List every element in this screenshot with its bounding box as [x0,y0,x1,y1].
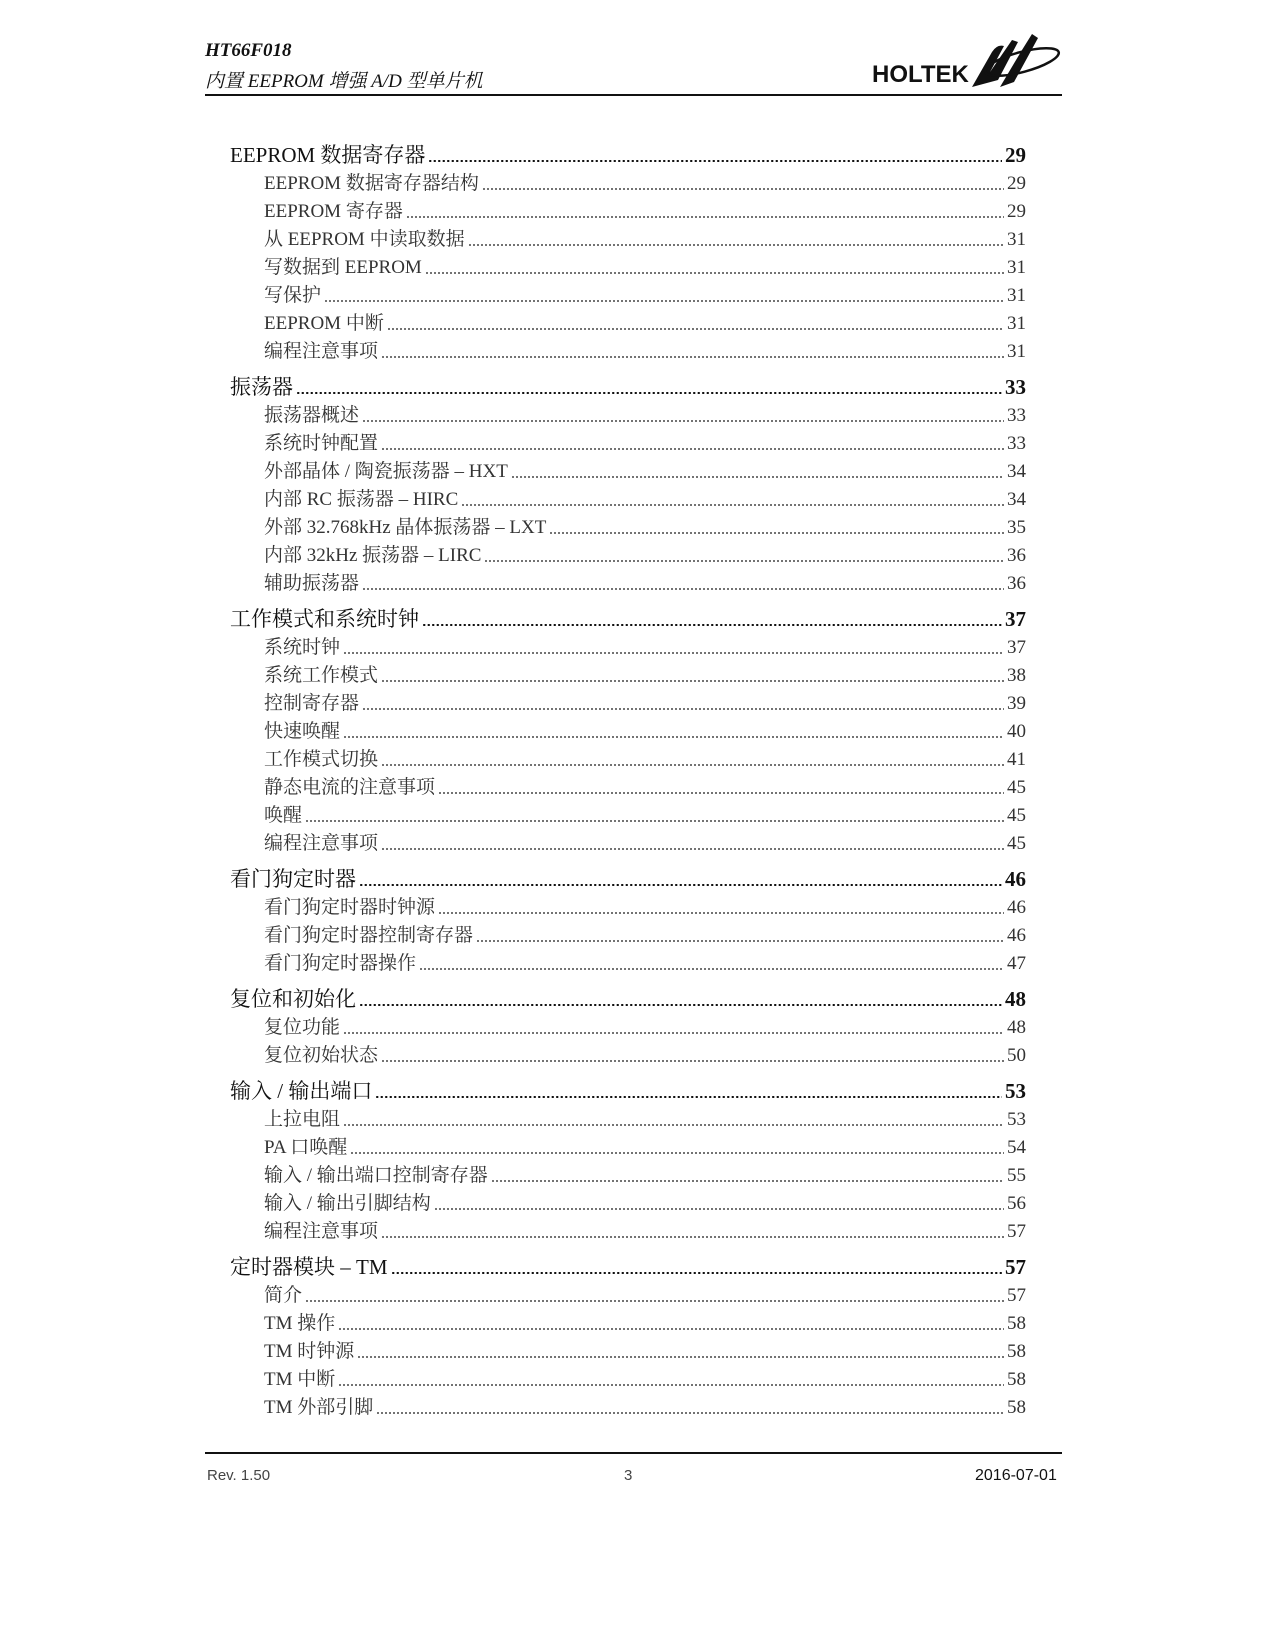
entry-title: 复位和初始化 [230,987,356,1011]
entry-title: 内部 RC 振荡器 – HIRC [264,489,459,510]
toc-entry[interactable] [230,950,1026,978]
toc-entry[interactable] [230,802,1026,830]
dot-leader [549,532,1004,534]
toc-entry[interactable] [230,282,1026,310]
entry-page: 47 [1007,953,1026,974]
entry-page: 45 [1007,833,1026,854]
toc-section[interactable] [230,984,1026,1014]
entry-page: 31 [1007,229,1026,250]
entry-title: 唤醒 [264,805,303,826]
entry-title: 振荡器 [230,375,293,399]
toc-entry[interactable] [230,1218,1026,1246]
entry-title: TM 外部引脚 [264,1397,374,1418]
entry-page: 33 [1007,405,1026,426]
entry-page: 58 [1007,1341,1026,1362]
toc-entry[interactable] [230,570,1026,598]
entry-page: 36 [1007,545,1026,566]
dot-leader [491,1180,1004,1182]
entry-page: 46 [1007,925,1026,946]
entry-page: 54 [1007,1137,1026,1158]
entry-title: PA 口唤醒 [264,1137,348,1158]
entry-page: 45 [1007,777,1026,798]
dot-leader [419,968,1004,970]
dot-leader [376,1412,1004,1414]
entry-page: 29 [1005,143,1026,167]
header-rule [205,94,1062,96]
document-subtitle: 内置 EEPROM 增强 A/D 型单片机 [205,71,483,92]
toc-entry[interactable] [230,922,1026,950]
entry-title: TM 中断 [264,1369,336,1390]
entry-page: 31 [1007,285,1026,306]
entry-page: 33 [1005,375,1026,399]
dot-leader [461,504,1004,506]
toc-entry[interactable] [230,1366,1026,1394]
entry-page: 35 [1007,517,1026,538]
toc-entry[interactable] [230,894,1026,922]
dot-leader [434,1208,1004,1210]
entry-title: EEPROM 数据寄存器结构 [264,173,479,194]
toc-entry[interactable] [230,634,1026,662]
dot-leader [362,708,1004,710]
holtek-logo [872,32,1062,92]
dot-leader [359,1004,1002,1006]
dot-leader [438,792,1004,794]
document-title: HT66F018 [205,40,292,61]
entry-title: 工作模式切换 [264,749,379,770]
entry-page: 48 [1005,987,1026,1011]
toc-entry[interactable] [230,1282,1026,1310]
entry-title: 振荡器概述 [264,405,360,426]
dot-leader [362,420,1004,422]
toc-section[interactable] [230,1076,1026,1106]
entry-title: 复位初始状态 [264,1045,379,1066]
dot-leader [338,1384,1004,1386]
entry-page: 55 [1007,1165,1026,1186]
dot-leader [324,300,1004,302]
toc-entry[interactable] [230,486,1026,514]
entry-title: EEPROM 寄存器 [264,201,403,222]
toc-entry[interactable] [230,542,1026,570]
entry-title: 静态电流的注意事项 [264,777,436,798]
entry-title: 写保护 [264,285,322,306]
entry-title: 输入 / 输出端口 [230,1079,373,1103]
dot-leader [343,652,1004,654]
toc-entry[interactable] [230,514,1026,542]
entry-page: 53 [1007,1109,1026,1130]
entry-page: 56 [1007,1193,1026,1214]
entry-title: TM 时钟源 [264,1341,355,1362]
toc-entry[interactable] [230,746,1026,774]
entry-page: 46 [1007,897,1026,918]
entry-title: 简介 [264,1285,303,1306]
entry-page: 36 [1007,573,1026,594]
toc-entry[interactable] [230,1106,1026,1134]
entry-title: 编程注意事项 [264,833,379,854]
toc-entry[interactable] [230,458,1026,486]
entry-title: 输入 / 输出引脚结构 [264,1193,431,1214]
entry-title: 上拉电阻 [264,1109,341,1130]
dot-leader [425,272,1004,274]
entry-page: 57 [1005,1255,1026,1279]
entry-page: 38 [1007,665,1026,686]
toc-entry[interactable] [230,310,1026,338]
entry-title: 看门狗定时器时钟源 [264,897,436,918]
entry-page: 48 [1007,1017,1026,1038]
dot-leader [422,624,1002,626]
dot-leader [305,820,1004,822]
toc-section[interactable] [230,864,1026,894]
toc-entry[interactable] [230,1162,1026,1190]
dot-leader [476,940,1004,942]
toc-entry[interactable] [230,1310,1026,1338]
dot-leader [511,476,1004,478]
entry-title: 看门狗定时器 [230,867,356,891]
toc-section[interactable] [230,604,1026,634]
toc-entry[interactable] [230,402,1026,430]
toc-entry[interactable] [230,226,1026,254]
entry-page: 29 [1007,173,1026,194]
dot-leader [391,1272,1003,1274]
entry-title: 工作模式和系统时钟 [230,607,419,631]
dot-leader [359,884,1002,886]
entry-page: 29 [1007,201,1026,222]
toc-entry[interactable] [230,830,1026,858]
entry-page: 34 [1007,461,1026,482]
dot-leader [350,1152,1004,1154]
entry-title: 从 EEPROM 中读取数据 [264,229,465,250]
entry-page: 57 [1007,1221,1026,1242]
entry-page: 34 [1007,489,1026,510]
entry-page: 41 [1007,749,1026,770]
page-number: 3 [624,1467,633,1484]
entry-title: 编程注意事项 [264,1221,379,1242]
toc-entry[interactable] [230,254,1026,282]
entry-title: 写数据到 EEPROM [264,257,422,278]
dot-leader [343,736,1004,738]
entry-page: 37 [1007,637,1026,658]
toc-entry[interactable] [230,1014,1026,1042]
dot-leader [406,216,1004,218]
dot-leader [381,448,1004,450]
toc-section[interactable] [230,372,1026,402]
entry-title: EEPROM 数据寄存器 [230,143,426,167]
dot-leader [362,588,1004,590]
dot-leader [381,1236,1004,1238]
toc-entry[interactable] [230,718,1026,746]
entry-page: 39 [1007,693,1026,714]
entry-title: 外部晶体 / 陶瓷振荡器 – HXT [264,461,508,482]
dot-leader [468,244,1004,246]
toc-entry[interactable] [230,1134,1026,1162]
entry-page: 46 [1005,867,1026,891]
entry-title: 输入 / 输出端口控制寄存器 [264,1165,488,1186]
dot-leader [484,560,1004,562]
dot-leader [381,764,1004,766]
toc-entry[interactable] [230,774,1026,802]
entry-title: 内部 32kHz 振荡器 – LIRC [264,545,482,566]
dot-leader [381,1060,1004,1062]
dot-leader [381,680,1004,682]
dot-leader [375,1096,1002,1098]
entry-page: 58 [1007,1313,1026,1334]
entry-page: 50 [1007,1045,1026,1066]
entry-page: 53 [1005,1079,1026,1103]
table-of-contents [230,140,1026,1422]
dot-leader [343,1032,1004,1034]
entry-title: 看门狗定时器操作 [264,953,417,974]
toc-entry[interactable] [230,1394,1026,1422]
entry-page: 58 [1007,1369,1026,1390]
entry-title: 定时器模块 – TM [230,1255,388,1279]
dot-leader [428,160,1002,162]
entry-page: 45 [1007,805,1026,826]
dot-leader [381,356,1004,358]
dot-leader [296,392,1002,394]
entry-title: 复位功能 [264,1017,341,1038]
entry-title: 看门狗定时器控制寄存器 [264,925,474,946]
entry-page: 37 [1005,607,1026,631]
dot-leader [357,1356,1004,1358]
entry-page: 40 [1007,721,1026,742]
dot-leader [438,912,1004,914]
svg-text:HOLTEK: HOLTEK [872,61,969,88]
entry-title: TM 操作 [264,1313,336,1334]
toc-entry[interactable] [230,430,1026,458]
entry-page: 58 [1007,1397,1026,1418]
toc-entry[interactable] [230,690,1026,718]
toc-entry[interactable] [230,1338,1026,1366]
dot-leader [387,328,1004,330]
toc-entry[interactable] [230,662,1026,690]
dot-leader [381,848,1004,850]
dot-leader [338,1328,1004,1330]
dot-leader [305,1300,1004,1302]
entry-page: 31 [1007,257,1026,278]
entry-title: EEPROM 中断 [264,313,384,334]
toc-section[interactable] [230,140,1026,170]
revision: Rev. 1.50 [207,1467,271,1484]
entry-title: 编程注意事项 [264,341,379,362]
entry-title: 外部 32.768kHz 晶体振荡器 – LXT [264,517,547,538]
toc-entry[interactable] [230,198,1026,226]
entry-page: 57 [1007,1285,1026,1306]
entry-page: 31 [1007,341,1026,362]
toc-entry[interactable] [230,1190,1026,1218]
entry-title: 控制寄存器 [264,693,360,714]
entry-title: 快速唤醒 [264,721,341,742]
footer-rule [205,1452,1062,1454]
entry-title: 系统工作模式 [264,665,379,686]
toc-entry[interactable] [230,1042,1026,1070]
entry-page: 33 [1007,433,1026,454]
dot-leader [482,188,1004,190]
entry-title: 系统时钟 [264,637,341,658]
entry-title: 系统时钟配置 [264,433,379,454]
dot-leader [343,1124,1004,1126]
entry-title: 辅助振荡器 [264,573,360,594]
date: 2016-07-01 [975,1467,1057,1484]
toc-entry[interactable] [230,338,1026,366]
toc-section[interactable] [230,1252,1026,1282]
entry-page: 31 [1007,313,1026,334]
toc-entry[interactable] [230,170,1026,198]
